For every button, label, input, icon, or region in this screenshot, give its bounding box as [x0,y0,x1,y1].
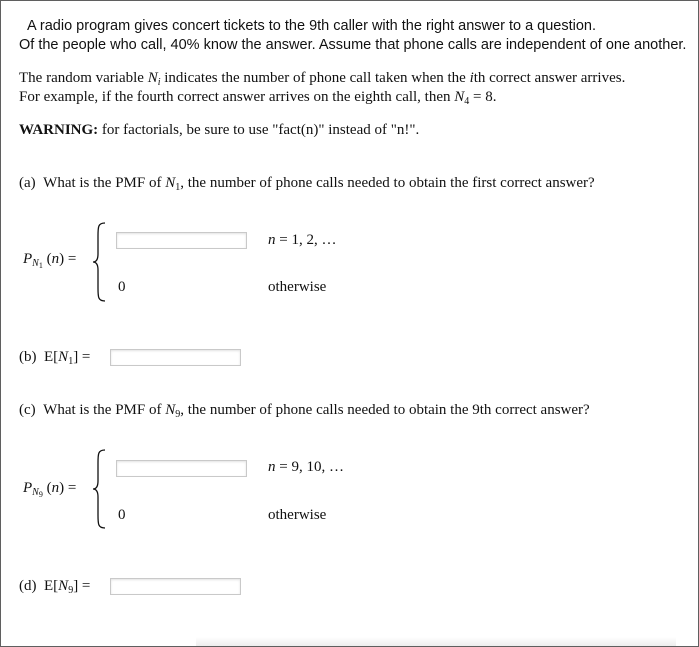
part-b-expectation-input[interactable] [110,349,241,366]
part-c-pmf-input[interactable] [116,460,247,477]
part-a-pmf-input[interactable] [116,232,247,249]
intro-line-1: A radio program gives concert tickets to the 9th caller with the right answer to a question. [27,18,597,34]
part-c-question: (c) What is the PMF of $N_9$, the number of phone calls needed to obtain the 9th correct answer? [19,402,590,420]
part-c-brace [92,449,108,529]
part-c-condition-1: n = 9, 10, … [268,459,344,475]
part-a-question: (a) What is the PMF of $N_1$, the number of phone calls needed to obtain the first correct answer? [19,175,595,193]
part-c-condition-otherwise: otherwise [268,507,327,523]
part-a-condition-1: n = 1, 2, … [268,232,337,248]
rv-example-line: For example, if the fourth correct answer arrives on the eighth call, then $N_4 = 8$. [19,89,497,107]
warning-note: WARNING: for factorials, be sure to use "fact(n)" instead of "n!". [19,122,420,138]
part-a-pmf-label: $P_{N_1}$ (n) = [23,251,77,270]
part-a-zero-value: 0 [118,279,126,295]
part-d-expectation-input[interactable] [110,578,241,595]
part-b-label: (b) $E[N_1]$ = [19,349,91,367]
part-c-pmf-label: $P_{N_9}$ (n) = [23,480,77,499]
part-d-label: (d) $E[N_9]$ = [19,578,91,596]
warning-label: WARNING: [19,122,99,138]
part-a-condition-otherwise: otherwise [268,279,327,295]
part-a-brace [92,222,108,302]
bottom-shadow [196,637,676,647]
intro-line-2: Of the people who call, 40% know the answer. Assume that phone calls are independent of one another. [19,37,687,53]
rv-definition-line: The random variable $N_i$ indicates the number of phone call taken when the ith correct answer arrives. [19,70,626,88]
part-c-zero-value: 0 [118,507,126,523]
